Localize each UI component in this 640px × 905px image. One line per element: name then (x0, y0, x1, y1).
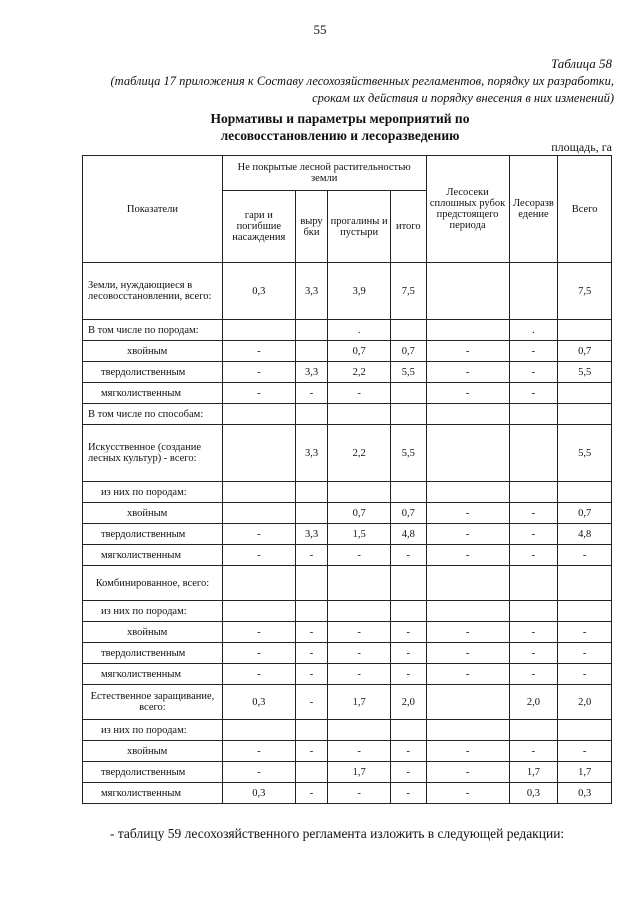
row-label: из них по породам: (83, 601, 223, 622)
row-label: Естественное заращивание, всего: (83, 685, 223, 720)
row-label: мягколиственным (83, 383, 223, 404)
unit-label: площадь, га (551, 140, 612, 154)
table-cell: - (426, 524, 509, 545)
table-cell: - (391, 545, 426, 566)
table-cell: - (391, 622, 426, 643)
table-cell: 1,7 (558, 762, 612, 783)
table-cell: 0,3 (558, 783, 612, 804)
table-row (83, 601, 612, 622)
table-row (83, 741, 612, 762)
table-row (83, 545, 612, 566)
table-cell (295, 566, 327, 601)
page-number: 55 (313, 22, 327, 37)
table-label: Таблица 58 (550, 56, 612, 71)
table-cell: - (509, 341, 558, 362)
table-cell: - (426, 341, 509, 362)
table-row (83, 762, 612, 783)
table-cell (295, 720, 327, 741)
table-cell (222, 503, 295, 524)
table-cell: - (328, 783, 391, 804)
table-cell (328, 720, 391, 741)
norms-table (82, 155, 612, 804)
header-indicators: Показатели (83, 156, 223, 263)
row-label: твердолиственным (83, 362, 223, 383)
table-row (83, 566, 612, 601)
table-cell (391, 404, 426, 425)
row-label: хвойным (83, 622, 223, 643)
table-cell: - (295, 622, 327, 643)
table-cell: 0,7 (391, 503, 426, 524)
row-label: Земли, нуждающиеся в лесовосстановлении, всего: (83, 263, 223, 320)
table-cell: - (295, 741, 327, 762)
table-cell: - (509, 383, 558, 404)
table-cell: 0,7 (558, 503, 612, 524)
table-cell (391, 320, 426, 341)
table-cell (558, 601, 612, 622)
table-cell (426, 425, 509, 482)
table-cell: - (426, 783, 509, 804)
header-not-covered: Не покрытые лесной растительностью земли (222, 156, 426, 191)
header-clearings: вырубки (295, 191, 327, 263)
table-cell: - (391, 783, 426, 804)
table-cell: 3,3 (295, 362, 327, 383)
table-cell: - (222, 664, 295, 685)
row-label: мягколиственным (83, 664, 223, 685)
row-label: В том числе по породам: (83, 320, 223, 341)
table-cell (391, 482, 426, 503)
table-row (83, 425, 612, 482)
table-row (83, 664, 612, 685)
table-cell: - (426, 643, 509, 664)
table-cell (558, 566, 612, 601)
table-cell (295, 503, 327, 524)
table-cell (391, 566, 426, 601)
table-cell: 7,5 (558, 263, 612, 320)
row-label: хвойным (83, 341, 223, 362)
table-cell (426, 720, 509, 741)
table-cell: - (328, 664, 391, 685)
header-total-sub: итого (391, 191, 426, 263)
table-cell (426, 685, 509, 720)
table-cell (222, 566, 295, 601)
table-cell (426, 566, 509, 601)
table-row (83, 482, 612, 503)
table-cell: 3,9 (328, 263, 391, 320)
table-cell (509, 482, 558, 503)
row-label: мягколиственным (83, 783, 223, 804)
table-row (83, 622, 612, 643)
table-cell (222, 601, 295, 622)
table-cell (558, 383, 612, 404)
table-cell: - (426, 741, 509, 762)
table-cell (222, 404, 295, 425)
table-cell: - (558, 643, 612, 664)
row-label: твердолиственным (83, 762, 223, 783)
table-cell: 0,7 (328, 503, 391, 524)
table-cell: - (295, 545, 327, 566)
table-cell: - (509, 362, 558, 383)
table-cell: 1,7 (328, 762, 391, 783)
table-cell: 0,3 (222, 263, 295, 320)
row-label: хвойным (83, 503, 223, 524)
table-cell (558, 482, 612, 503)
table-cell: - (295, 783, 327, 804)
table-cell: - (222, 762, 295, 783)
table-cell (558, 720, 612, 741)
table-cell: - (558, 664, 612, 685)
row-label: твердолиственным (83, 643, 223, 664)
table-cell (509, 263, 558, 320)
table-row (83, 263, 612, 320)
row-label: Искусственное (создание лесных культур) - всего: (83, 425, 223, 482)
table-cell (426, 404, 509, 425)
table-cell: - (222, 341, 295, 362)
row-label: Комбинированное, всего: (83, 566, 223, 601)
table-cell: - (222, 545, 295, 566)
table-cell: 0,3 (222, 783, 295, 804)
table-row (83, 341, 612, 362)
table-cell: - (391, 741, 426, 762)
table-cell: - (391, 762, 426, 783)
table-cell (328, 601, 391, 622)
row-label: В том числе по способам: (83, 404, 223, 425)
table-cell: - (426, 622, 509, 643)
table-cell: 3,3 (295, 425, 327, 482)
header-afforestation: Лесоразведение (509, 156, 558, 263)
table-cell: - (328, 741, 391, 762)
table-cell: . (509, 320, 558, 341)
table-cell: 2,0 (391, 685, 426, 720)
table-cell: - (295, 383, 327, 404)
table-cell: - (222, 622, 295, 643)
table-cell: 3,3 (295, 263, 327, 320)
table-cell (295, 482, 327, 503)
table-cell (391, 383, 426, 404)
table-cell: 1,5 (328, 524, 391, 545)
table-cell: 1,7 (509, 762, 558, 783)
table-cell (509, 404, 558, 425)
table-cell: - (391, 643, 426, 664)
table-row (83, 643, 612, 664)
table-cell: 0,7 (391, 341, 426, 362)
table-cell: 1,7 (328, 685, 391, 720)
table-cell (222, 482, 295, 503)
table-row (83, 685, 612, 720)
header-grand-total: Всего (558, 156, 612, 263)
table-cell: - (509, 643, 558, 664)
table-cell: 0,7 (558, 341, 612, 362)
table-row (83, 320, 612, 341)
table-cell: - (328, 643, 391, 664)
table-row (83, 404, 612, 425)
table-cell (295, 320, 327, 341)
footer-text: - таблицу 59 лесохозяйственного регламента изложить в следующей редакции: (110, 826, 565, 841)
table-cell: 5,5 (558, 362, 612, 383)
table-cell: - (222, 383, 295, 404)
table-cell: 2,0 (509, 685, 558, 720)
table-title: Нормативы и параметры мероприятий по лесовосстановлению и лесоразведению (210, 111, 470, 143)
table-cell: - (328, 622, 391, 643)
row-label: из них по породам: (83, 720, 223, 741)
table-cell (558, 404, 612, 425)
table-cell: - (391, 664, 426, 685)
table-row (83, 362, 612, 383)
table-cell (328, 404, 391, 425)
table-cell: - (426, 362, 509, 383)
table-cell: 7,5 (391, 263, 426, 320)
table-row (83, 524, 612, 545)
table-cell: - (558, 545, 612, 566)
table-cell (295, 404, 327, 425)
table-cell: - (222, 524, 295, 545)
table-cell: - (426, 383, 509, 404)
header-cutting-areas: Лесосеки сплошных рубок предстоящего периода (426, 156, 509, 263)
table-row (83, 503, 612, 524)
table-cell (295, 341, 327, 362)
table-cell: - (328, 383, 391, 404)
table-cell (295, 601, 327, 622)
table-cell (509, 720, 558, 741)
table-cell: - (222, 362, 295, 383)
table-cell: 2,0 (558, 685, 612, 720)
table-cell: - (295, 643, 327, 664)
table-cell (509, 425, 558, 482)
row-label: из них по породам: (83, 482, 223, 503)
table-cell: - (509, 664, 558, 685)
table-cell: - (426, 762, 509, 783)
table-cell: - (509, 741, 558, 762)
table-cell (222, 720, 295, 741)
table-cell (391, 601, 426, 622)
header-glades: прогалины и пустыри (328, 191, 391, 263)
table-cell: - (558, 622, 612, 643)
table-cell: - (222, 643, 295, 664)
table-cell (426, 320, 509, 341)
table-cell: - (509, 503, 558, 524)
table-cell: 0,3 (222, 685, 295, 720)
table-cell: - (509, 545, 558, 566)
table-cell: - (509, 524, 558, 545)
table-cell: - (426, 664, 509, 685)
table-cell: 2,2 (328, 425, 391, 482)
table-row (83, 783, 612, 804)
table-cell: - (509, 622, 558, 643)
table-subtitle: (таблица 17 приложения к Составу лесохозяйственных регламентов, порядку их разработки, срокам их действия и порядку внесения в них изменений) (110, 74, 614, 105)
table-cell (295, 762, 327, 783)
table-cell: - (558, 741, 612, 762)
table-cell: 3,3 (295, 524, 327, 545)
table-cell (328, 482, 391, 503)
row-label: хвойным (83, 741, 223, 762)
table-cell: 4,8 (391, 524, 426, 545)
table-row (83, 383, 612, 404)
table-cell (509, 566, 558, 601)
table-cell (426, 482, 509, 503)
table-cell: 5,5 (558, 425, 612, 482)
table-cell: 0,3 (509, 783, 558, 804)
table-cell: - (295, 664, 327, 685)
table-cell (222, 425, 295, 482)
table-cell: - (426, 545, 509, 566)
row-label: твердолиственным (83, 524, 223, 545)
table-cell: - (328, 545, 391, 566)
table-cell (391, 720, 426, 741)
table-cell (222, 320, 295, 341)
table-cell: . (328, 320, 391, 341)
table-cell (558, 320, 612, 341)
table-cell: 2,2 (328, 362, 391, 383)
table-cell: 4,8 (558, 524, 612, 545)
table-row (83, 720, 612, 741)
row-label: мягколиственным (83, 545, 223, 566)
table-cell: - (426, 503, 509, 524)
table-cell (328, 566, 391, 601)
table-cell: 5,5 (391, 425, 426, 482)
table-cell: - (222, 741, 295, 762)
header-burned: гари и погибшие насаждения (222, 191, 295, 263)
table-cell (509, 601, 558, 622)
table-cell (426, 263, 509, 320)
table-cell: - (295, 685, 327, 720)
table-cell: 0,7 (328, 341, 391, 362)
table-cell: 5,5 (391, 362, 426, 383)
table-cell (426, 601, 509, 622)
